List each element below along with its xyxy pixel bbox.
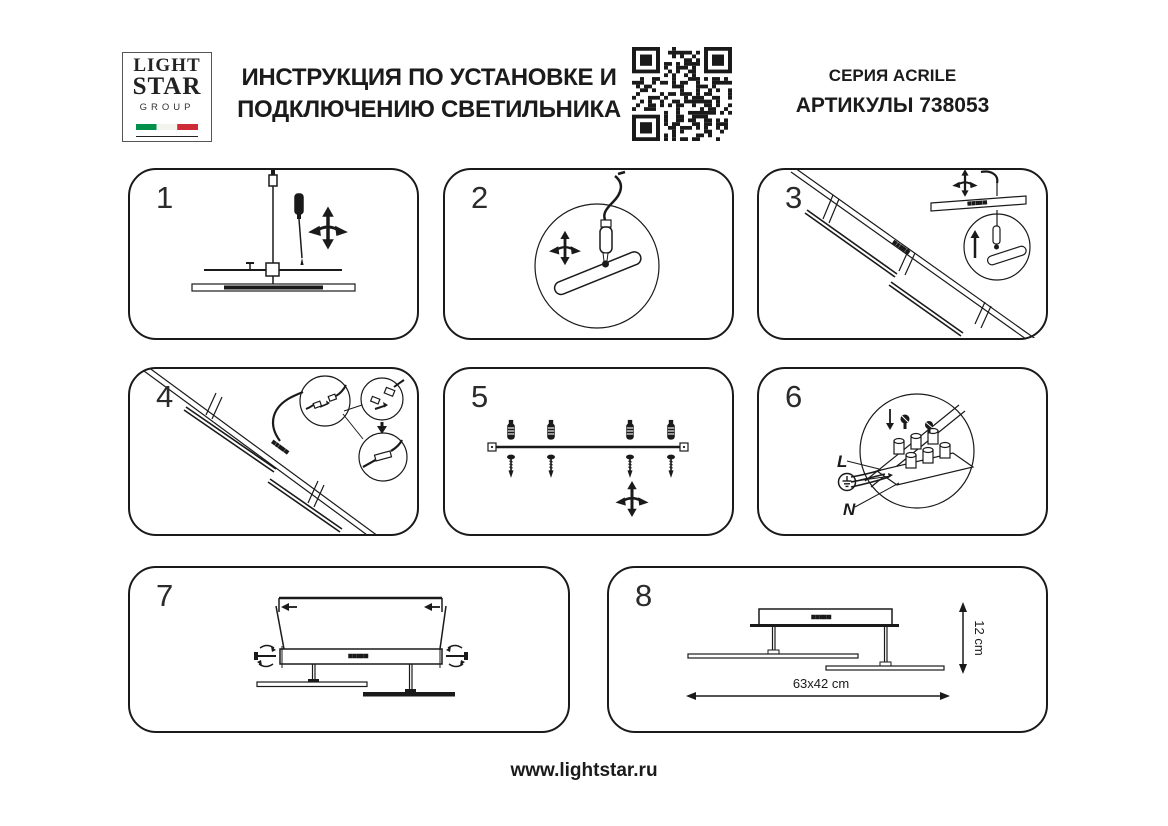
light-bar (192, 284, 355, 291)
step-number: 1 (156, 180, 174, 215)
logo-word: STAR (132, 72, 202, 100)
connector-detail-1 (300, 376, 350, 426)
screwdriver-icon (295, 194, 304, 265)
width-label: 63x42 cm (792, 676, 850, 691)
step-panel-4 (128, 367, 419, 536)
title-line-2: ПОДКЛЮЧЕНИЮ СВЕТИЛЬНИКА (237, 95, 621, 123)
dowel-icon (548, 421, 554, 440)
dimension-width (686, 676, 950, 700)
series-label: СЕРИЯ ACRILE (828, 66, 957, 85)
lightstar-logo (122, 52, 212, 142)
live-label: L (837, 452, 848, 471)
down-arrow-icon (886, 409, 894, 430)
step-number: 6 (785, 379, 803, 414)
up-arrow-icon (971, 230, 980, 258)
title-line-1: ИНСТРУКЦИЯ ПО УСТАНОВКЕ И (241, 64, 617, 91)
step-number: 4 (156, 379, 174, 414)
step-panel-1 (128, 168, 419, 340)
step-panel-5 (443, 367, 734, 536)
wiring-labels (837, 452, 899, 519)
mounting-bar (488, 443, 688, 451)
power-cord (604, 172, 625, 220)
magnifier-circle (860, 394, 974, 508)
article-number: АРТИКУЛЫ 738053 (795, 94, 990, 117)
website-url: www.lightstar.ru (510, 760, 658, 781)
power-cord (273, 392, 303, 441)
terminal-screw-icon (901, 415, 934, 434)
mounting-plate (280, 646, 442, 668)
step-number: 5 (471, 379, 489, 414)
logo-word: LIGHT (133, 54, 201, 76)
step-number: 2 (471, 180, 489, 215)
light-bar-detail (986, 245, 1027, 266)
dowel-icon (668, 421, 674, 440)
screw-icon (548, 455, 555, 476)
canopy-cover (276, 598, 446, 649)
step-number: 8 (635, 578, 653, 613)
step-panel-8 (607, 566, 1048, 733)
fixture-frame (144, 369, 382, 534)
down-arrow-icon (377, 422, 387, 434)
italy-flag-icon (136, 117, 198, 138)
step-panel-6 (757, 367, 1048, 536)
neutral-label: N (843, 500, 856, 519)
screw-icon (668, 455, 675, 476)
light-bars (257, 664, 455, 697)
page-title (224, 62, 634, 125)
rotate-arrow-icon (551, 232, 580, 264)
move-arrow-icon (953, 170, 976, 196)
screw-icon (508, 455, 515, 476)
step-7-illustration (130, 568, 568, 731)
screw-icon (627, 455, 634, 476)
assembled-fixture (688, 609, 944, 670)
step-number: 3 (785, 180, 803, 215)
mounting-bar (204, 263, 342, 276)
qr-code (632, 47, 732, 141)
connector (993, 226, 1000, 250)
dowel-icon (627, 421, 633, 440)
dimension-height (959, 602, 987, 674)
step-panel-7 (128, 566, 570, 733)
logo-word: GROUP (139, 101, 195, 113)
connector-detail-2 (361, 378, 404, 420)
dowel-icon (508, 421, 514, 440)
height-label: 12 cm (972, 620, 987, 656)
step-panel-2 (443, 168, 734, 340)
step-8-illustration (609, 568, 1046, 731)
mounting-plate (931, 196, 1026, 211)
side-screw-icon (446, 646, 468, 667)
rotate-arrow-icon (617, 482, 648, 516)
product-info (755, 66, 1030, 118)
step-panel-3 (757, 168, 1048, 340)
move-arrow-icon (310, 208, 346, 248)
step-number: 7 (156, 578, 174, 613)
light-bar (805, 210, 963, 336)
connector-detail-3 (359, 433, 407, 481)
side-screw-icon (254, 646, 276, 667)
